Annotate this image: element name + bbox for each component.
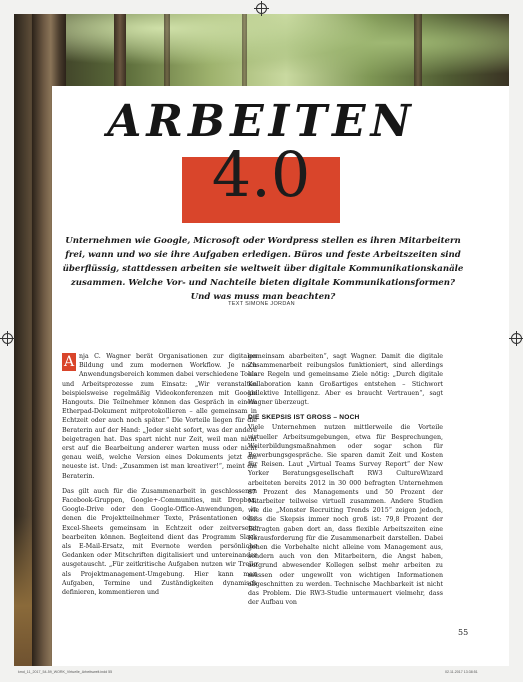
paragraph: Viele Unternehmen nutzen mittlerweile die Vorteile virtueller Arbeitsumgebungen, etwa für Besprechungen, Weiterbildungsmaßnahmen oder sogar schon für Bewerbungsgespräche. Sie sparen damit Zeit und Kosten für Reisen. Laut „Virtual Teams Survey Report“ der New Yorker Beratungsgesellschaft RW3 CultureWizard arbeiteten bereits 2012 in 30 000 befragten Unternehmen 87 Prozent des Managements und 50 Prozent der Mitarbeiter teilweise virtuell zusammen. Andere Studien wie die „Monster Recruiting Trends 2015“ zeigen jedoch, dass die Skepsis immer noch groß ist: 79,8 Prozent der Befragten gaben dort an, dass flexible Arbeitszeiten eine Herausforderung für die Zusammenarbeit darstellen. Dabei gehen die Vorbehalte nicht alleine vom Management aus, sondern auch von den Mitarbeitern, die Angst haben, aufgrund abwesender Kollegen selbst mehr arbeiten zu müssen oder ungewollt von wichtigen Informationen abgeschnitten zu werden. Technische Machbarkeit ist nicht das Problem. Die RW3-Studie untermauert vielmehr, dass der Aufbau von xyxy=(248,424,443,607)
byline: TEXT SIMONE JORDAN xyxy=(228,301,295,307)
page-number: 55 xyxy=(458,628,469,637)
tree-trunk xyxy=(114,14,126,86)
text-column-right xyxy=(248,352,443,613)
text-column-left xyxy=(62,352,257,603)
crop-mark-icon xyxy=(511,333,522,344)
paragraph: Das gilt auch für die Zusammenarbeit in geschlossenen Facebook-Gruppen, Google+-Communities, mit Dropbox, Google-Drive oder den Google-Office-Anwendungen, in denen die Projektteilnehmer Texte, Präsentationen oder Excel-Sheets gemeinsam in Echtzeit oder zeitversetzt bearbeiten können. Begleitend dient das Programm Slack als E-Mail-Ersatz, mit Evernote werden persönliche Gedanken oder Mitschriften digitalisiert und untereinander ausgetauscht. „Für zeitkritische Aufgaben nutzen wir Trello als Projektmanagement-Umgebung. Hier kann man Aufgaben, Termine und Zuständigkeiten dynamisch definieren, kommentieren und xyxy=(62,487,257,597)
drop-cap: A xyxy=(63,354,75,370)
article-lead: Unternehmen wie Google, Microsoft oder Wordpress stellen es ihren Mitarbeitern frei, wann und wo sie ihre Aufgaben erledigen. Büros und feste Arbeitszeiten sind überflüssig, stattdessen arbeiten sie weltweit über digitale Kommunikationskanäle zusammen. Welche Vor- und Nachteile bieten digitale Kommunikationsformen? Und was muss man beachten? xyxy=(62,236,464,302)
print-slug-file: kmd_11_2017_54-59_WORK_Virtuelle_Arbeitswelt.indd 55 xyxy=(18,670,113,674)
paragraph: gemeinsam abarbeiten“, sagt Wagner. Damit die digitale Zusammenarbeit reibungslos funktioniert, sind allerdings klare Regeln und gemeinsame Ziele nötig: „Durch digitale Kollaboration kann Großartiges entstehen – Stichwort kollektive Intelligenz. Aber es braucht Vertrauen“, sagt Wagner überzeugt. xyxy=(248,353,443,407)
crop-mark-icon xyxy=(256,3,267,14)
forest-photo-top xyxy=(14,14,509,86)
article-title-number: 4.0 xyxy=(211,138,311,211)
tree-trunk xyxy=(242,14,247,86)
section-heading: DIE SKEPSIS IST GROSS – NOCH xyxy=(248,414,360,422)
tree-trunk xyxy=(414,14,422,86)
print-slug-date: 02.11.2017 13:38:51 xyxy=(445,670,478,674)
tree-trunk xyxy=(164,14,170,86)
article-title: ARBEITEN xyxy=(107,96,416,147)
paragraph xyxy=(62,352,257,481)
crop-mark-icon xyxy=(2,333,13,344)
paragraph-text: nja C. Wagner berät Organisationen zur digitalen Bildung und zum modernen Workflow. Je nach Anwendungsbereich kommen dabei verschiedene Tools und Arbeitsprozesse zum Einsatz: „Wir veranstalten beispielsweise regelmäßig Videokonferenzen mit Google Hangouts. Die Teilnehmer können das Gespräch in einem Etherpad-Dokument mitprotokollieren – alle gemeinsam in Echtzeit oder auch noch später.“ Die Vorteile liegen für die Beraterin auf der Hand: „Jeder sieht sofort, was der andere beigetragen hat. Das spart nicht nur Zeit, weil man nicht erst auf die Bearbeitung anderer warten muss oder nicht genau weiß, welche Version eines Dokuments jetzt die neueste ist. Und: „Zusammen ist man kreativer!“, meint die Beraterin. xyxy=(62,353,257,480)
